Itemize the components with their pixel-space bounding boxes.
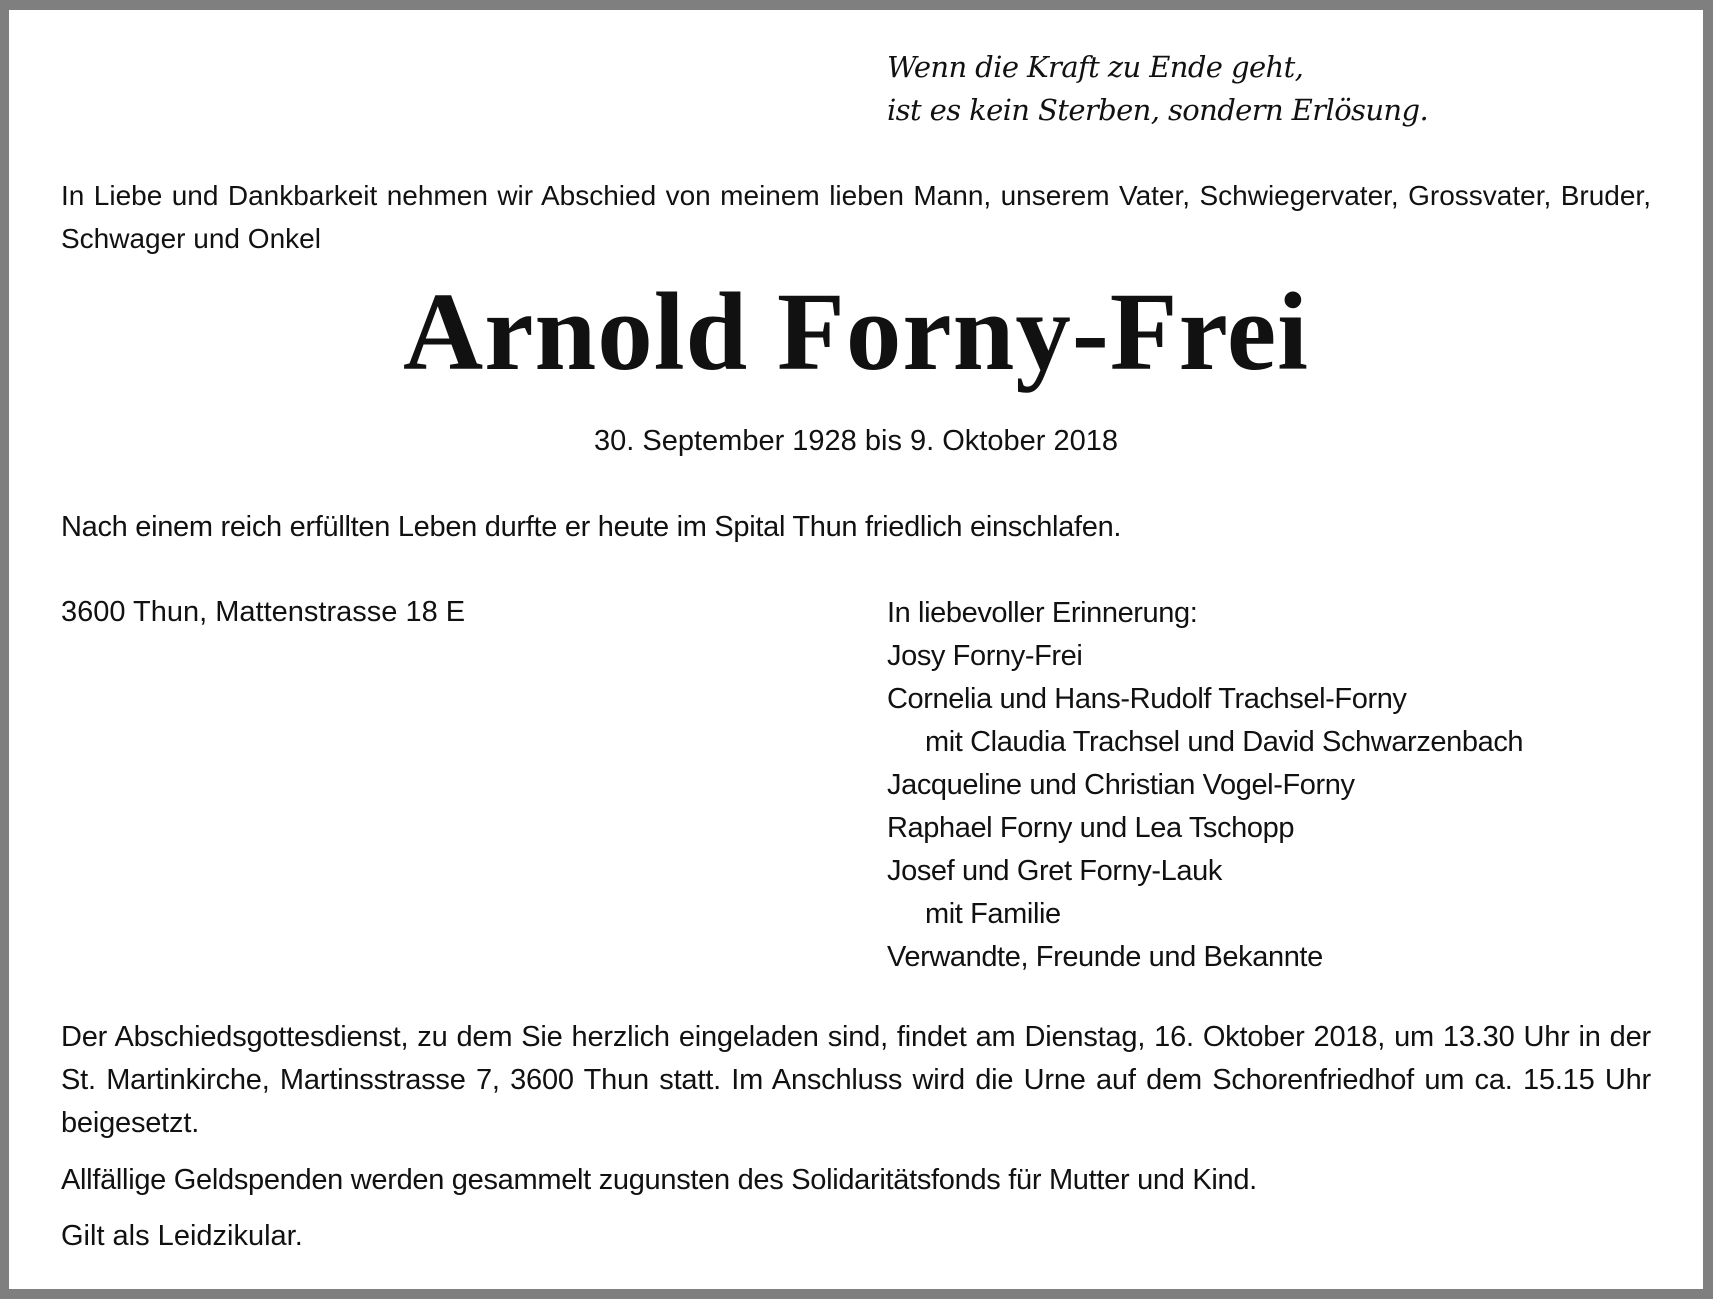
service-details: Der Abschiedsgottesdienst, zu dem Sie herzlich eingeladen sind, findet am Dienstag, 16. Oktober 2018, um 13.30 Uhr in der St. Martinkirche, Martinsstrasse 7, 3600 Thun statt. Im Anschluss wird die Urne auf dem Schorenfriedhof um ca. 15.15 Uhr beigesetzt.	[61, 1021, 1651, 1139]
motto-quote	[887, 46, 1428, 132]
intro-paragraph: In Liebe und Dankbarkeit nehmen wir Abschied von meinem lieben Mann, unserem Vater, Schwiegervater, Grossvater, Bruder, Schwager und Onkel	[61, 180, 1651, 254]
obituary-notice	[9, 10, 1703, 1289]
family-address: 3600 Thun, Mattenstrasse 18 E	[61, 596, 466, 628]
donations-note: Allfällige Geldspenden werden gesammelt zugunsten des Solidaritätsfonds für Mutter und Kind.	[61, 1164, 1257, 1196]
mourners-heading: In liebevoller Erinnerung:	[887, 597, 1198, 629]
mourner-line: Verwandte, Freunde und Bekannte	[887, 941, 1323, 973]
mourner-subline: mit Claudia Trachsel und David Schwarzenbach	[925, 726, 1524, 758]
deceased-name: Arnold Forny-Frei	[403, 271, 1309, 394]
mourner-line: Josef und Gret Forny-Lauk	[887, 855, 1222, 887]
mourner-line: Cornelia und Hans-Rudolf Trachsel-Forny	[887, 683, 1407, 715]
mourner-subline: mit Familie	[925, 898, 1061, 930]
motto-line-1: Wenn die Kraft zu Ende geht,	[887, 50, 1304, 84]
mourner-line: Raphael Forny und Lea Tschopp	[887, 812, 1295, 844]
mourners-list	[887, 592, 1523, 979]
closing-note: Gilt als Leidzikular.	[61, 1220, 303, 1252]
passing-note: Nach einem reich erfüllten Leben durfte er heute im Spital Thun friedlich einschlafen.	[61, 511, 1122, 543]
mourner-line: Jacqueline und Christian Vogel-Forny	[887, 769, 1355, 801]
mourner-line: Josy Forny-Frei	[887, 640, 1083, 672]
motto-line-2: ist es kein Sterben, sondern Erlösung.	[887, 93, 1429, 127]
life-dates: 30. September 1928 bis 9. Oktober 2018	[594, 425, 1118, 457]
